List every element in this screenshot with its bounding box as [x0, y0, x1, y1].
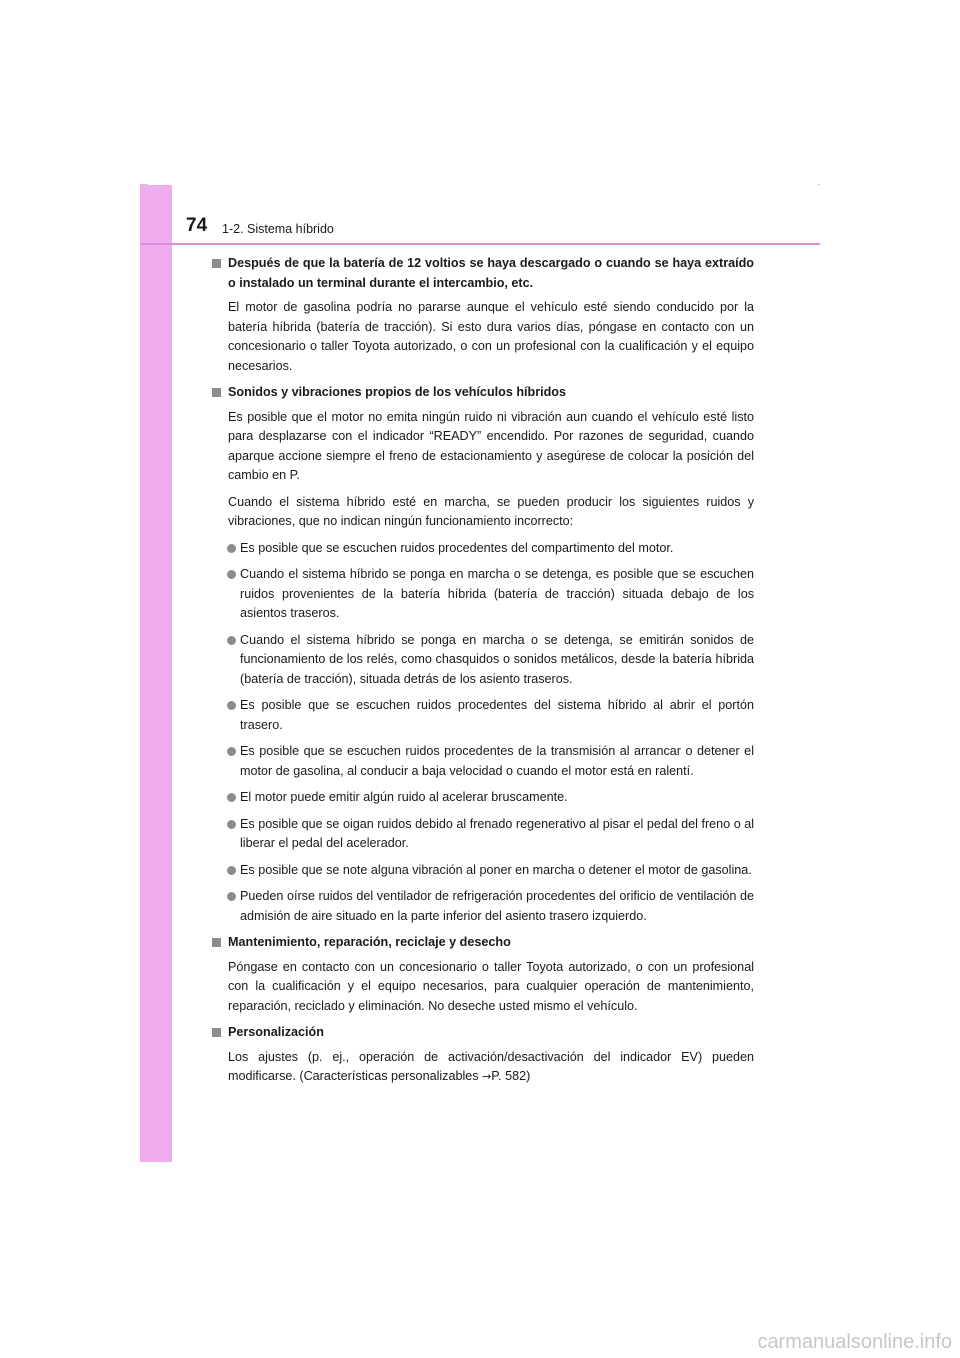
bullet-text: Cuando el sistema híbrido se ponga en marcha o se detenga, se emitirán sonidos de funcionamiento de los relés, como chasquidos o sonidos metálicos, desde la batería híbrida (batería de tracción), situada detrás de los asiento traseros.: [240, 632, 754, 686]
body-paragraph: El motor de gasolina podría no pararse aunque el vehículo esté siendo conducido por la batería híbrida (batería de tracción). Si esto dura varios días, póngase en contacto con un concesionario o taller Toyota autorizado, o con un profesional con la cualificación y el equipo necesarios.: [228, 300, 754, 373]
bullet-item: [210, 696, 754, 735]
round-bullet-icon: [227, 793, 236, 802]
round-bullet-icon: [227, 544, 236, 553]
section-heading: [210, 383, 754, 403]
chapter-side-strip: [140, 185, 172, 1162]
section-heading-text: Mantenimiento, reparación, reciclaje y desecho: [228, 935, 511, 949]
bullet-text: Pueden oírse ruidos del ventilador de refrigeración procedentes del orificio de ventilación de admisión de aire situado en la parte inferior del asiento trasero izquierdo.: [240, 889, 754, 923]
body-paragraph: [210, 1048, 754, 1087]
page-number: 74: [186, 215, 208, 236]
section-sounds: [210, 383, 754, 926]
section-heading-text: Sonidos y vibraciones propios de los vehículos híbridos: [228, 385, 567, 399]
bullet-item: [210, 631, 754, 690]
body-paragraph: Póngase en contacto con un concesionario o taller Toyota autorizado, o con un profesional con la cualificación y el equipo necesarios, para cualquier operación de mantenimiento, reparación, reciclado y eliminación. No deseche usted mismo el vehículo.: [228, 959, 754, 1013]
watermark: carmanualsonline.info: [757, 1331, 952, 1353]
round-bullet-icon: [227, 820, 236, 829]
paragraph-text: Los ajustes (p. ej., operación de activación/desactivación del indicador EV) pueden modificarse. (Características personalizables: [228, 1049, 754, 1083]
section-heading: [210, 933, 754, 953]
section-heading-text: Personalización: [228, 1025, 324, 1039]
square-bullet-icon: [212, 938, 221, 947]
section-customization: [210, 1023, 754, 1087]
bullet-text: Cuando el sistema híbrido se ponga en marcha o se detenga, es posible que se escuchen ruidos provenientes de la batería híbrida (batería de tracción) situada debajo de los asientos traseros.: [240, 567, 754, 620]
bullet-text: Es posible que se oigan ruidos debido al frenado regenerativo al pisar el pedal del freno o al liberar el pedal del acelerador.: [240, 816, 754, 850]
header-divider: [140, 243, 820, 245]
section-heading: [210, 254, 754, 293]
bullet-text: Es posible que se escuchen ruidos procedentes de la transmisión al arrancar o detener el motor de gasolina, al conducir a baja velocidad o cuando el motor está en ralentí.: [240, 744, 754, 778]
round-bullet-icon: [227, 570, 236, 579]
bullet-item: [210, 788, 754, 808]
section-maintenance: [210, 933, 754, 1016]
round-bullet-icon: [227, 866, 236, 875]
body-paragraph: Es posible que el motor no emita ningún ruido ni vibración aun cuando el vehículo esté listo para desplazarse con el indicador “READY” encendido. Por razones de seguridad, cuando aparque accione siempre el freno de estacionamiento y asegúrese de colocar la posición del cambio en P.: [228, 409, 754, 482]
bullet-item: [210, 539, 754, 559]
bullet-item: [210, 815, 754, 854]
round-bullet-icon: [227, 701, 236, 710]
bullet-item: [210, 565, 754, 624]
bullet-item: [210, 887, 754, 926]
square-bullet-icon: [212, 1028, 221, 1037]
round-bullet-icon: [227, 892, 236, 901]
round-bullet-icon: [227, 747, 236, 756]
bullet-text: El motor puede emitir algún ruido al acelerar bruscamente.: [240, 790, 568, 804]
arrow-right-icon: →: [482, 1070, 492, 1083]
section-heading: [210, 1023, 754, 1043]
round-bullet-icon: [227, 636, 236, 645]
bullet-text: Es posible que se escuchen ruidos procedentes del compartimento del motor.: [240, 540, 674, 555]
square-bullet-icon: [212, 388, 221, 397]
crop-mark-right: [818, 184, 820, 185]
section-battery: [210, 254, 754, 376]
bullet-item: [210, 742, 754, 781]
body-paragraph: Cuando el sistema híbrido esté en marcha, se pueden producir los siguientes ruidos y vibraciones, que no indican ningún funcionamiento incorrecto:: [228, 494, 754, 528]
page-content: [210, 254, 754, 1094]
square-bullet-icon: [212, 259, 221, 268]
bullet-item: [210, 861, 754, 881]
section-heading-text: Después de que la batería de 12 voltios se haya descargado o cuando se haya extraído o instalado un terminal durante el intercambio, etc.: [228, 256, 754, 290]
bullet-text: Es posible que se escuchen ruidos procedentes del sistema híbrido al abrir el portón trasero.: [240, 698, 754, 732]
page-reference-link[interactable]: P. 582): [491, 1069, 531, 1083]
bullet-text: Es posible que se note alguna vibración al poner en marcha o detener el motor de gasolina.: [240, 862, 752, 877]
section-title: 1-2. Sistema híbrido: [222, 222, 334, 236]
